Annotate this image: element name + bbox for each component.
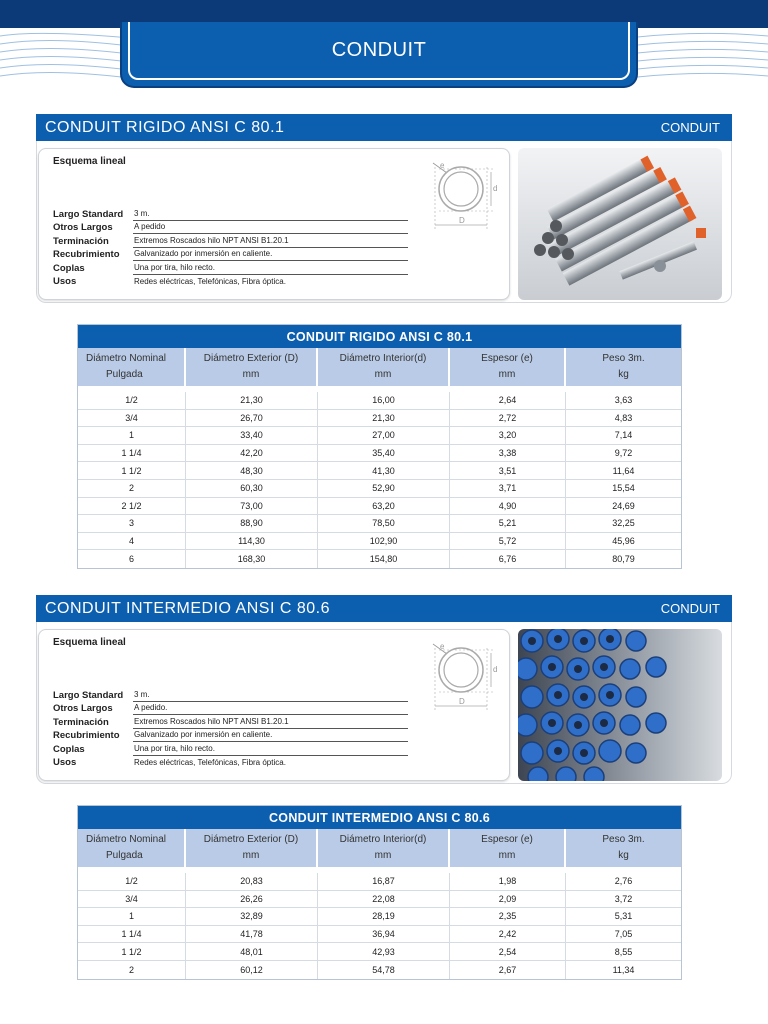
cell-nominal: 1 1/2 [78, 462, 186, 479]
cell-peso: 11,64 [612, 465, 635, 476]
header-peso [566, 348, 681, 386]
table-row [78, 515, 681, 533]
cell-peso: 5,31 [614, 911, 633, 922]
cell-nominal: 3/4 [78, 891, 186, 908]
spec-row [53, 234, 408, 248]
header-interior [318, 829, 450, 867]
section-tag: CONDUIT [660, 601, 720, 616]
cell-interior: 52,90 [318, 480, 450, 497]
cell-exterior: 60,12 [186, 961, 318, 979]
table-row [78, 873, 681, 891]
header-interior [318, 348, 450, 386]
header-unit: mm [374, 369, 392, 380]
spec-value: 3 m. [133, 208, 408, 221]
cell-peso: 7,14 [614, 430, 633, 441]
page-header-inner [128, 22, 630, 80]
cell-nominal: 4 [78, 533, 186, 550]
section-tag: CONDUIT [660, 120, 720, 135]
spec-row [53, 729, 408, 743]
galvanized-pipes-photo [518, 148, 722, 300]
cell-espesor: 1,98 [450, 873, 566, 890]
header-nominal [78, 348, 186, 386]
header-unit: mm [498, 850, 516, 861]
cell-interior: 27,00 [318, 427, 450, 444]
table-row [78, 926, 681, 944]
pipe-cross-section-diagram [427, 640, 507, 720]
spec-key: Largo Standard [53, 208, 124, 220]
section-title: CONDUIT RIGIDO ANSI C 80.1 [45, 118, 285, 136]
cell-exterior: 33,40 [186, 427, 318, 444]
cell-exterior: 21,30 [186, 392, 318, 409]
cell-peso: 45,96 [612, 536, 635, 547]
blue-capped-pipes-photo [518, 629, 722, 781]
cell-interior: 154,80 [318, 550, 450, 568]
cell-exterior: 26,70 [186, 410, 318, 427]
cell-nominal: 1 [78, 908, 186, 925]
section-bar-rigido [36, 114, 732, 141]
table-row [78, 480, 681, 498]
spec-key: Otros Largos [53, 222, 113, 233]
cell-interior: 102,90 [318, 533, 450, 550]
table-row [78, 908, 681, 926]
spec-list [53, 688, 408, 769]
table-row [78, 427, 681, 445]
header-exterior [186, 348, 318, 386]
header-line: Espesor (e) [481, 353, 533, 364]
header-unit: mm [374, 850, 392, 861]
cell-nominal: 3 [78, 515, 186, 532]
cell-espesor: 3,38 [450, 445, 566, 462]
cell-interior: 42,93 [318, 943, 450, 960]
cell-nominal: 2 [78, 961, 186, 979]
spec-row [53, 207, 408, 221]
esquema-label: Esquema lineal [53, 637, 126, 648]
table-body [78, 388, 681, 568]
spec-key: Recubrimiento [53, 249, 120, 260]
spec-key: Terminación [53, 716, 109, 728]
cell-nominal: 6 [78, 550, 186, 568]
spec-key: Coplas [53, 262, 85, 274]
spec-list [53, 207, 408, 288]
header-line: Diámetro Exterior (D) [203, 834, 299, 845]
cell-exterior: 42,20 [186, 445, 318, 462]
table-row [78, 550, 681, 568]
diagram-label-e: e [440, 161, 445, 170]
table-row [78, 410, 681, 428]
cell-peso: 3,63 [614, 395, 633, 406]
cell-exterior: 88,90 [186, 515, 318, 532]
table-rigido [77, 324, 682, 569]
header-line: Diámetro Nominal [86, 834, 167, 845]
header-unit: mm [242, 369, 260, 380]
cell-espesor: 4,90 [450, 498, 566, 515]
section-title: CONDUIT INTERMEDIO ANSI C 80.6 [45, 599, 330, 617]
header-line: Diámetro Nominal [86, 353, 167, 364]
spec-key: Coplas [53, 743, 85, 755]
cell-espesor: 3,20 [450, 427, 566, 444]
cell-interior: 16,87 [318, 873, 450, 890]
header-line: Peso 3m. [602, 834, 645, 845]
cell-nominal: 3/4 [78, 410, 186, 427]
cell-peso: 15,54 [612, 483, 635, 494]
header-line: Peso 3m. [602, 353, 645, 364]
header-exterior [186, 829, 318, 867]
cell-espesor: 2,54 [450, 943, 566, 960]
table-row [78, 961, 681, 979]
spec-value: Extremos Roscados hilo NPT ANSI B1.20.1 [133, 235, 408, 248]
cell-nominal: 1/2 [78, 873, 186, 890]
spec-value: Galvanizado por inmersión en caliente. [133, 248, 408, 261]
cell-interior: 41,30 [318, 462, 450, 479]
header-unit: kg [618, 850, 629, 861]
spec-key: Largo Standard [53, 689, 124, 701]
cell-peso: 32,25 [612, 518, 635, 529]
header-unit: kg [618, 369, 629, 380]
cell-espesor: 2,42 [450, 926, 566, 943]
cell-espesor: 2,67 [450, 961, 566, 979]
cell-peso: 80,79 [612, 554, 635, 565]
cell-exterior: 32,89 [186, 908, 318, 925]
header-line: Diámetro Interior(d) [339, 353, 427, 364]
cell-peso: 24,69 [612, 500, 635, 511]
table-title: CONDUIT RIGIDO ANSI C 80.1 [78, 325, 681, 348]
spec-row [53, 688, 408, 702]
header-espesor [450, 829, 566, 867]
cell-peso: 11,34 [612, 964, 635, 975]
spec-row [53, 702, 408, 716]
spec-card [38, 148, 510, 300]
cell-exterior: 60,30 [186, 480, 318, 497]
spec-row [53, 275, 408, 289]
cell-espesor: 3,51 [450, 462, 566, 479]
cell-exterior: 26,26 [186, 891, 318, 908]
spec-value: A pedido. [133, 702, 408, 715]
diagram-label-e: e [440, 642, 445, 651]
table-row [78, 498, 681, 516]
table-title: CONDUIT INTERMEDIO ANSI C 80.6 [78, 806, 681, 829]
esquema-label: Esquema lineal [53, 156, 126, 167]
cell-interior: 78,50 [318, 515, 450, 532]
cell-espesor: 2,72 [450, 410, 566, 427]
page-header-tab [120, 22, 638, 88]
cell-exterior: 114,30 [186, 533, 318, 550]
cell-interior: 36,94 [318, 926, 450, 943]
section-bar-intermedio [36, 595, 732, 622]
cell-interior: 28,19 [318, 908, 450, 925]
cell-nominal: 1 1/2 [78, 943, 186, 960]
cell-exterior: 48,01 [186, 943, 318, 960]
cell-nominal: 2 1/2 [78, 498, 186, 515]
header-unit: mm [242, 850, 260, 861]
cell-nominal: 2 [78, 480, 186, 497]
diagram-label-D: D [459, 216, 465, 225]
spec-value: Redes eléctricas, Telefónicas, Fibra óptica. [134, 277, 286, 286]
header-unit: Pulgada [106, 850, 143, 861]
table-row [78, 462, 681, 480]
cell-espesor: 5,21 [450, 515, 566, 532]
cell-exterior: 48,30 [186, 462, 318, 479]
cell-nominal: 1/2 [78, 392, 186, 409]
spec-row [53, 221, 408, 235]
decorative-waves-right [628, 28, 768, 88]
cell-peso: 3,72 [614, 893, 633, 904]
spec-key: Recubrimiento [53, 730, 120, 741]
cell-interior: 22,08 [318, 891, 450, 908]
spec-key: Otros Largos [53, 703, 113, 714]
cell-exterior: 168,30 [186, 550, 318, 568]
header-nominal [78, 829, 186, 867]
header-unit: Pulgada [106, 369, 143, 380]
cell-interior: 35,40 [318, 445, 450, 462]
header-line: Espesor (e) [481, 834, 533, 845]
cell-exterior: 73,00 [186, 498, 318, 515]
cell-exterior: 20,83 [186, 873, 318, 890]
decorative-waves-left [0, 28, 130, 88]
spec-card [38, 629, 510, 781]
cell-peso: 2,76 [614, 876, 633, 887]
cell-interior: 54,78 [318, 961, 450, 979]
cell-espesor: 6,76 [450, 550, 566, 568]
cell-nominal: 1 1/4 [78, 445, 186, 462]
cell-espesor: 2,35 [450, 908, 566, 925]
header-line: Diámetro Exterior (D) [203, 353, 299, 364]
spec-row [53, 715, 408, 729]
cell-nominal: 1 [78, 427, 186, 444]
table-intermedio [77, 805, 682, 980]
page-title: CONDUIT [331, 38, 427, 61]
cell-espesor: 3,71 [450, 480, 566, 497]
cell-peso: 8,55 [614, 946, 633, 957]
spec-key: Terminación [53, 235, 109, 247]
spec-value: 3 m. [133, 689, 408, 702]
spec-value: A pedido [133, 221, 408, 234]
cell-interior: 21,30 [318, 410, 450, 427]
spec-key: Usos [53, 276, 77, 287]
spec-row [53, 261, 408, 275]
spec-row [53, 742, 408, 756]
table-header-row [78, 348, 681, 388]
header-line: Diámetro Interior(d) [339, 834, 427, 845]
diagram-label-d: d [493, 184, 498, 193]
diagram-label-D: D [459, 697, 465, 706]
cell-nominal: 1 1/4 [78, 926, 186, 943]
spec-row [53, 248, 408, 262]
cell-peso: 7,05 [614, 929, 633, 940]
diagram-label-d: d [493, 665, 498, 674]
table-row [78, 392, 681, 410]
table-row [78, 445, 681, 463]
header-peso [566, 829, 681, 867]
table-row [78, 891, 681, 909]
table-header-row [78, 829, 681, 869]
table-row [78, 533, 681, 551]
cell-espesor: 5,72 [450, 533, 566, 550]
cell-espesor: 2,64 [450, 392, 566, 409]
cell-espesor: 2,09 [450, 891, 566, 908]
spec-row [53, 756, 408, 770]
cell-peso: 9,72 [614, 448, 633, 459]
header-espesor [450, 348, 566, 386]
spec-key: Usos [53, 757, 77, 768]
cell-exterior: 41,78 [186, 926, 318, 943]
spec-value: Una por tira, hilo recto. [133, 743, 408, 756]
cell-peso: 4,83 [614, 412, 633, 423]
header-unit: mm [498, 369, 516, 380]
table-body [78, 869, 681, 979]
spec-value: Extremos Roscados hilo NPT ANSI B1.20.1 [133, 716, 408, 729]
spec-value: Una por tira, hilo recto. [133, 262, 408, 275]
table-row [78, 943, 681, 961]
pipe-cross-section-diagram [427, 159, 507, 239]
spec-value: Galvanizado por inmersión en caliente. [133, 729, 408, 742]
cell-interior: 16,00 [318, 392, 450, 409]
cell-interior: 63,20 [318, 498, 450, 515]
spec-value: Redes eléctricas, Telefónicas, Fibra óptica. [134, 758, 286, 767]
